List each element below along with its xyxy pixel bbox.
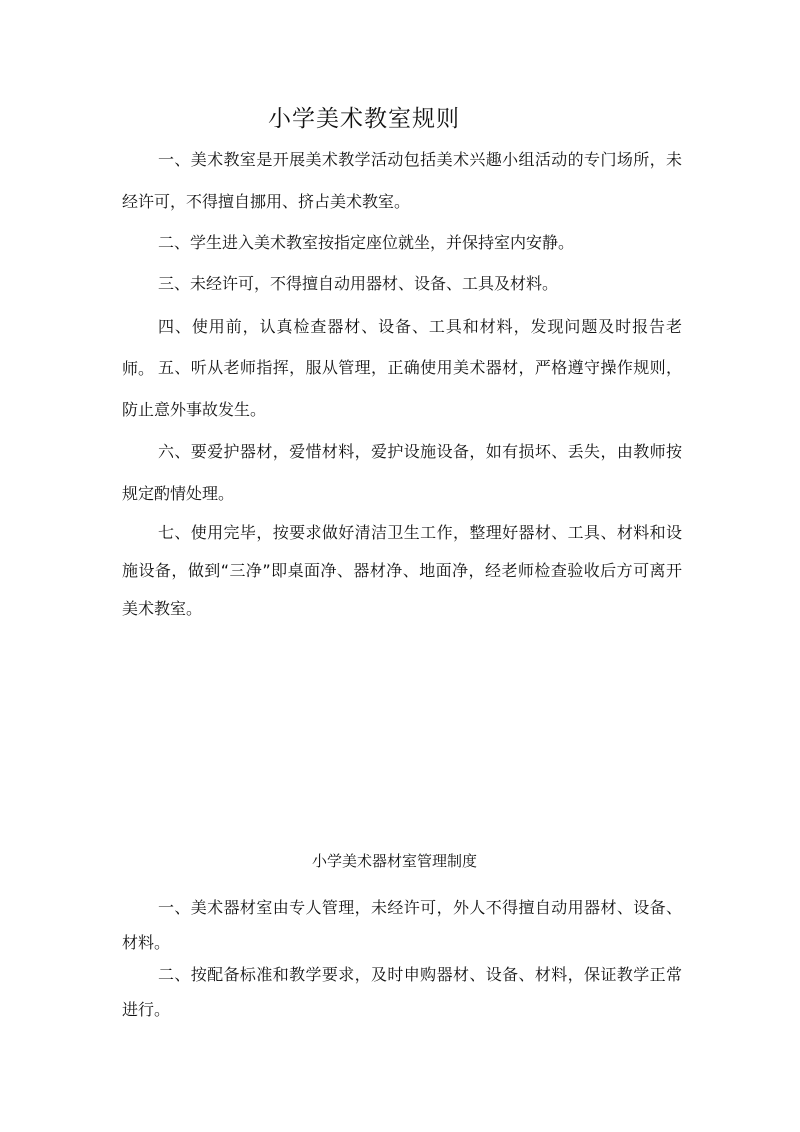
rule-paragraph-3: 三、未经许可，不得擅自动用器材、设备、工具及材料。 xyxy=(158,274,559,293)
rule-paragraph-7: 七、使用完毕，按要求做好清洁卫生工作，整理好器材、工具、材料和设施设备，做到“三净”即桌面净、器材净、地面净，经老师检查验收后方可离开美术教室。 xyxy=(122,523,682,618)
rule-paragraph-5: 五、听从老师指挥，服从管理，正确使用美术器材，严格遵守操作规则，防止意外事故发生。 xyxy=(122,358,682,419)
rule-paragraph-1: 一、美术教室是开展美术教学活动包括美术兴趣小组活动的专门场所，未经许可，不得擅自挪用、挤占美术教室。 xyxy=(122,150,682,211)
rule-paragraph-4: 四、使用前，认真检查器材、设备、工具和材料，发现问题及时报告老师。 xyxy=(122,317,682,378)
rule-paragraph-6: 六、要爱护器材，爱惜材料，爱护设施设备，如有损坏、丢失，由教师按规定酌情处理。 xyxy=(122,442,682,503)
rule-paragraph-2: 二、学生进入美术教室按指定座位就坐，并保持室内安静。 xyxy=(158,233,575,252)
document-title: 小学美术教室规则 xyxy=(268,106,460,132)
policy-paragraph-2: 二、按配备标准和教学要求，及时申购器材、设备、材料，保证教学正常进行。 xyxy=(122,965,682,1019)
policy-paragraph-1: 一、美术器材室由专人管理，未经许可，外人不得擅自动用器材、设备、材料。 xyxy=(122,898,682,952)
section-title: 小学美术器材室管理制度 xyxy=(312,852,478,870)
